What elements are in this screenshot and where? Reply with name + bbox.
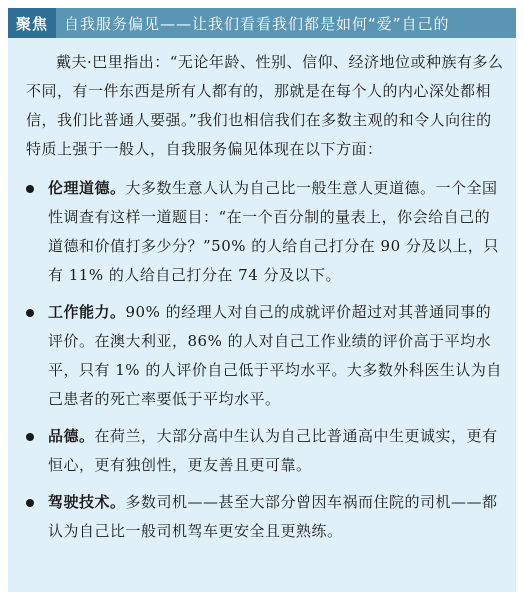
bullet-text: 在荷兰，大部分高中生认为自己比普通高中生更诚实，更有恒心，更有独创性，更友善且更可靠。 (48, 427, 498, 474)
focus-body (26, 48, 504, 554)
bullet-character (26, 422, 504, 480)
bullet-text: 多数司机——甚至大部分曾因车祸而住院的司机——都认为自己比一般司机驾车更安全且更熟练。 (48, 493, 498, 540)
intro-paragraph: 戴夫·巴里指出：“无论年龄、性别、信仰、经济地位或种族有多么不同，有一件东西是所有人都有的，那就是在每个人的内心深处都相信，我们比普通人要强。”我们也相信我们在多数主观的和令人向往的特质上强于一般人，自我服务偏见体现在以下方面： (26, 53, 504, 158)
bullet-list (26, 174, 504, 546)
bullet-text: 大多数生意人认为自己比一般生意人更道德。一个全国性调查有这样一道题目：“在一个百分制的量表上，你会给自己的道德和价值打多少分？”50% 的人给自己打分在 90 分及以上，只有 11% 的人给自己打分在 74 分及以下。 (48, 179, 499, 284)
bullet-dot-icon (26, 433, 34, 441)
bullet-title: 品德。 (48, 427, 95, 445)
focus-header (8, 8, 516, 38)
bullet-title: 伦理道德。 (48, 179, 126, 197)
bullet-ethics (26, 174, 504, 290)
focus-title: 自我服务偏见——让我们看看我们都是如何“爱”自己的 (64, 14, 450, 33)
bullet-work-ability (26, 298, 504, 414)
bullet-driving (26, 488, 504, 546)
bullet-title: 驾驶技术。 (48, 493, 126, 511)
focus-panel (8, 38, 516, 592)
focus-badge: 聚焦 (8, 8, 56, 38)
bullet-dot-icon (26, 185, 34, 193)
bullet-title: 工作能力。 (48, 303, 126, 321)
bullet-text: 90% 的经理人对自己的成就评价超过对其普通同事的评价。在澳大利亚，86% 的人对自己工作业绩的评价高于平均水平，只有 1% 的人评价自己低于平均水平。大多数外科医生认为自己患者的死亡率要低于平均水平。 (48, 303, 502, 408)
bullet-dot-icon (26, 499, 34, 507)
bullet-dot-icon (26, 309, 34, 317)
